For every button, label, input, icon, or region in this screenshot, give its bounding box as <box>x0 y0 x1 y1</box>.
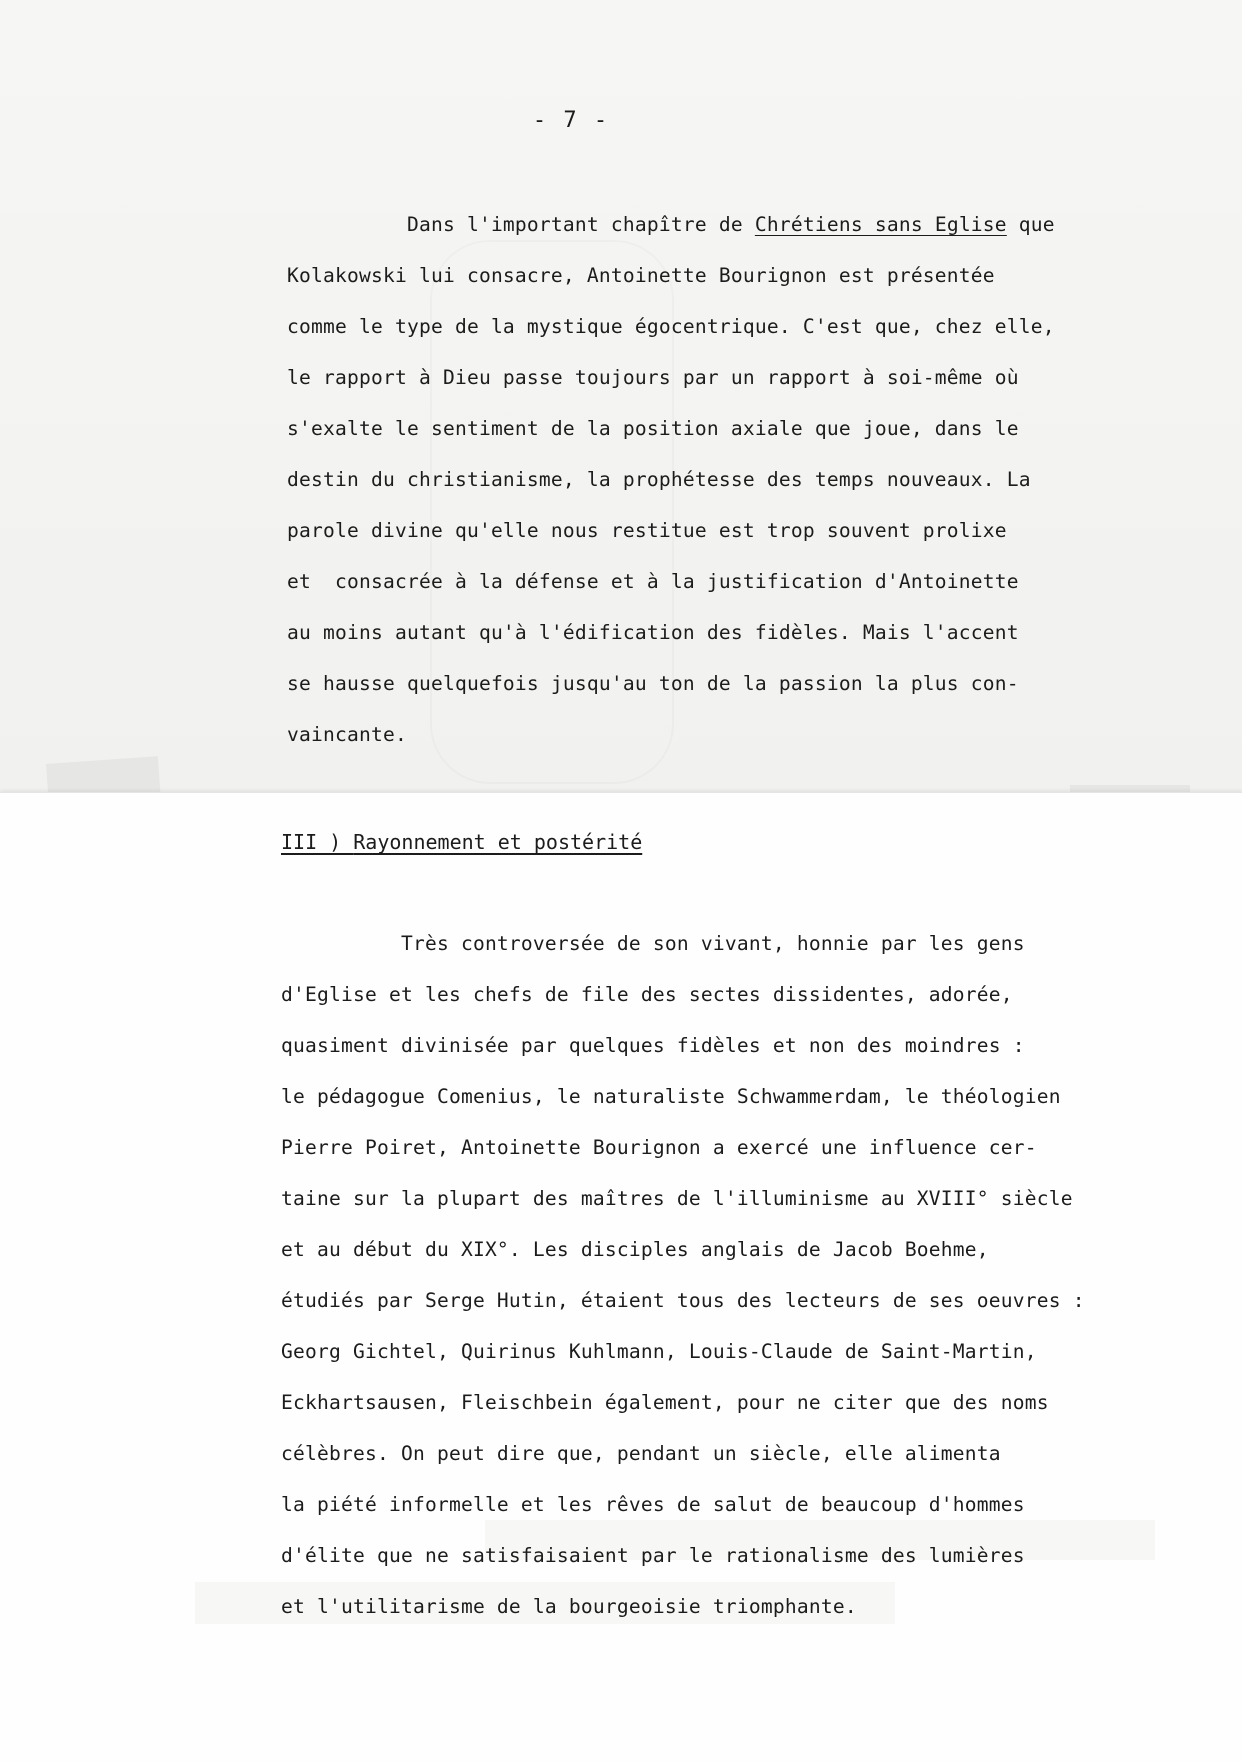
heading-title: Rayonnement et postérité <box>353 830 643 854</box>
paragraph-2-line: le pédagogue Comenius, le naturaliste Schwammerdam, le théologien <box>281 1085 1061 1108</box>
paragraph-2-line: d'Eglise et les chefs de file des sectes dissidentes, adorée, <box>281 983 1013 1006</box>
line-text: que <box>1006 213 1055 236</box>
paragraph-1-line: destin du christianisme, la prophétesse des temps nouveaux. La <box>287 468 1031 491</box>
paragraph-2-line: taine sur la plupart des maîtres de l'illuminisme au XVIII° siècle <box>281 1187 1073 1210</box>
paragraph-2-line: quasiment divinisée par quelques fidèles et non des moindres : <box>281 1034 1025 1057</box>
page-number: - 7 - <box>532 108 610 133</box>
paragraph-2-line: et au début du XIX°. Les disciples anglais de Jacob Boehme, <box>281 1238 989 1261</box>
paragraph-1-line: Kolakowski lui consacre, Antoinette Bourignon est présentée <box>287 264 995 287</box>
paragraph-1-line: et consacrée à la défense et à la justification d'Antoinette <box>287 570 1019 593</box>
paragraph-2-line: Très controversée de son vivant, honnie par les gens <box>281 932 1025 955</box>
paragraph-2-line: étudiés par Serge Hutin, étaient tous des lecteurs de ses oeuvres : <box>281 1289 1085 1312</box>
paragraph-2-line: Georg Gichtel, Quirinus Kuhlmann, Louis-Claude de Saint-Martin, <box>281 1340 1037 1363</box>
paragraph-1-line: au moins autant qu'à l'édification des fidèles. Mais l'accent <box>287 621 1019 644</box>
paragraph-1-line: s'exalte le sentiment de la position axiale que joue, dans le <box>287 417 1019 440</box>
paragraph-1-line: le rapport à Dieu passe toujours par un rapport à soi-même où <box>287 366 1019 389</box>
paragraph-1-line: vaincante. <box>287 723 407 746</box>
paragraph-1-line: parole divine qu'elle nous restitue est trop souvent prolixe <box>287 519 1007 542</box>
paragraph-2-line: d'élite que ne satisfaisaient par le rationalisme des lumières <box>281 1544 1025 1567</box>
paragraph-2-line: la piété informelle et les rêves de salut de beaucoup d'hommes <box>281 1493 1025 1516</box>
paragraph-1-line-1 <box>287 213 1055 236</box>
paragraph-1-line: comme le type de la mystique égocentrique. C'est que, chez elle, <box>287 315 1055 338</box>
heading-numeral: III ) <box>281 830 354 854</box>
paragraph-2-line: Pierre Poiret, Antoinette Bourignon a exercé une influence cer- <box>281 1136 1037 1159</box>
section-heading <box>281 830 642 854</box>
line-text: Dans l'important chapître de <box>287 213 755 236</box>
paragraph-2-line: et l'utilitarisme de la bourgeoisie triomphante. <box>281 1595 857 1618</box>
paragraph-2-line: Eckhartsausen, Fleischbein également, pour ne citer que des noms <box>281 1391 1049 1414</box>
paragraph-2-line: célèbres. On peut dire que, pendant un siècle, elle alimenta <box>281 1442 1001 1465</box>
paragraph-1-line: se hausse quelquefois jusqu'au ton de la passion la plus con- <box>287 672 1019 695</box>
book-title: Chrétiens sans Eglise <box>754 213 1007 236</box>
